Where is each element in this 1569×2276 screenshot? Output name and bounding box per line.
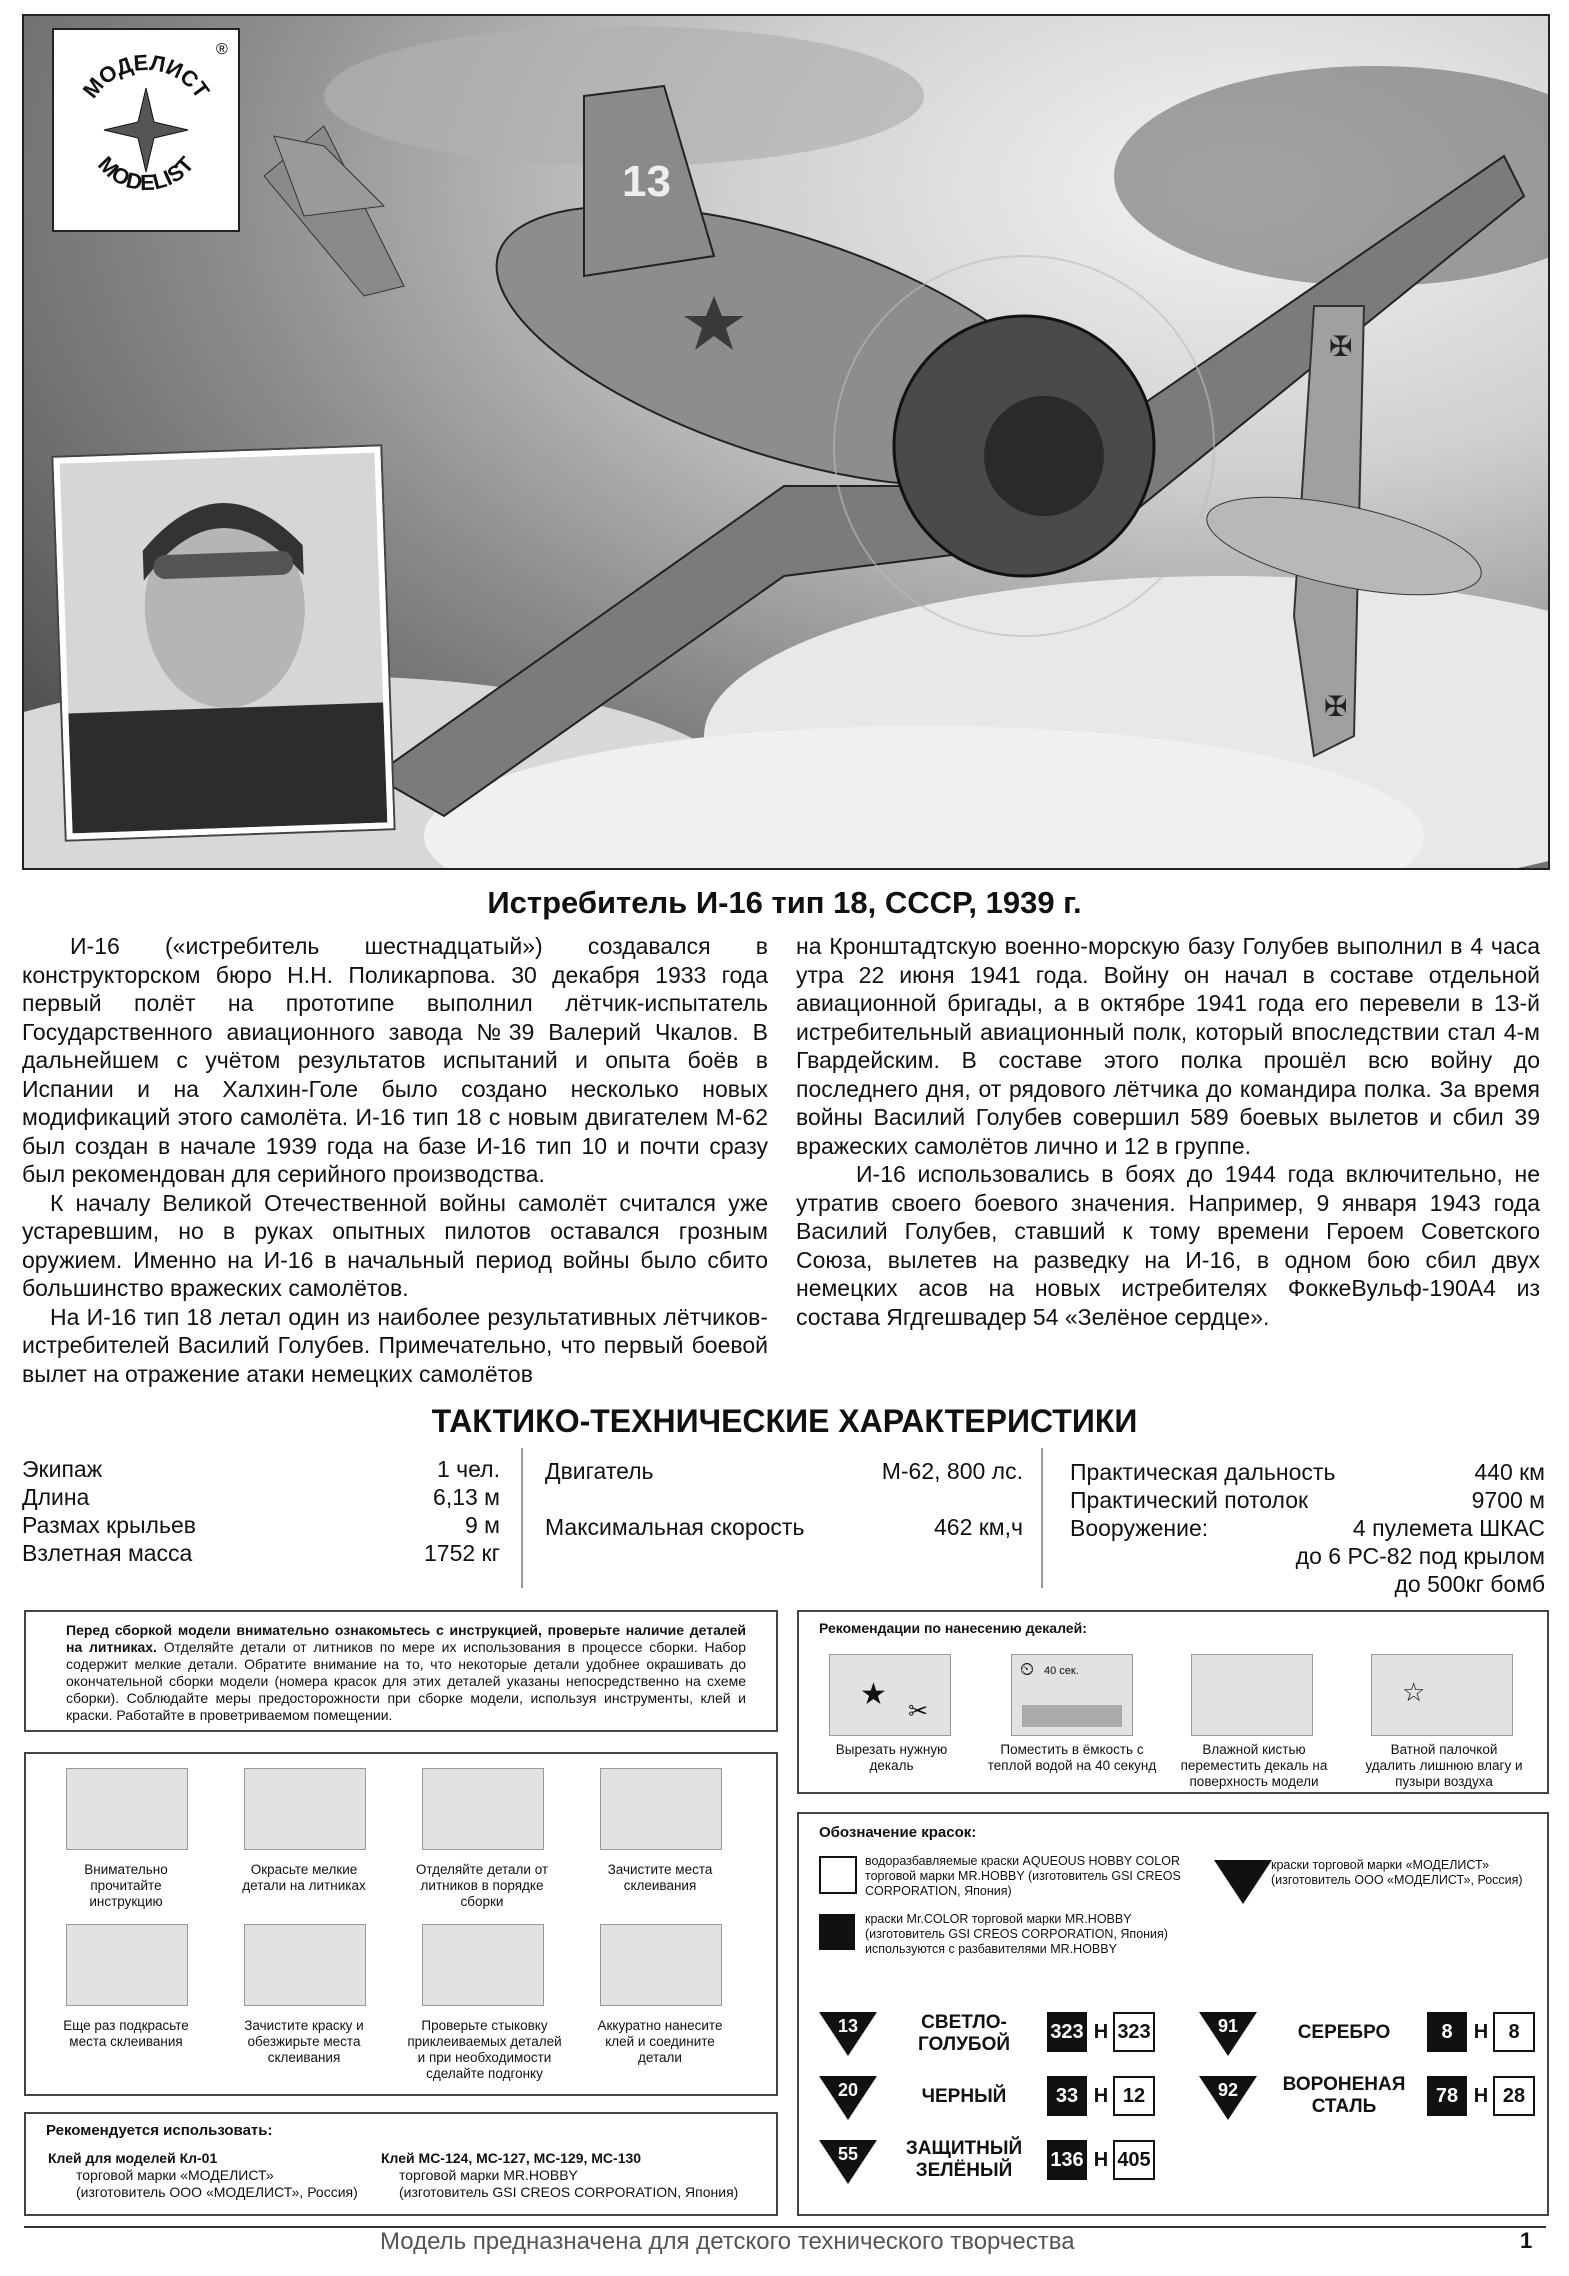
aqueous-code: 28 [1493, 2076, 1535, 2116]
paint-number: 13 [837, 2016, 859, 2036]
paint-number-triangle [819, 2012, 877, 2056]
decal-swab-illustration [1371, 1654, 1513, 1736]
h-letter: H [1093, 2149, 1109, 2171]
aqueous-code: 8 [1493, 2012, 1535, 2052]
step-illustration [66, 1768, 188, 1850]
paints-title: Обозначение красок: [819, 1824, 977, 1841]
legend-aqueous: водоразбавляемые краски AQUEOUS HOBBY COLOR торговой марки MR.HOBBY (изготовитель GSI CREOS CORPORATION, Япония) [865, 1854, 1181, 1898]
history-column-left [22, 932, 768, 1388]
paint-number-triangle [1199, 2076, 1257, 2120]
glue-mrhobby [381, 2150, 761, 2201]
paint-name: ЗАЩИТНЫЙ ЗЕЛЁНЫЙ [905, 2138, 1023, 2181]
spec-divider [521, 1448, 523, 1588]
paint-number: 55 [837, 2144, 859, 2164]
clock-icon: ⏲ [1020, 1659, 1035, 1679]
paint-number: 92 [1217, 2080, 1239, 2100]
assembly-step-caption: Отделяйте детали от литников в порядке сборки [415, 1862, 549, 1909]
h-letter: H [1473, 2021, 1489, 2043]
paint-name: СЕРЕБРО [1297, 2022, 1391, 2043]
decal-brush-illustration [1191, 1654, 1313, 1736]
step-illustration [422, 1924, 544, 2006]
history-column-right [796, 932, 1540, 1331]
h-letter: H [1473, 2085, 1489, 2107]
star-icon: ★ [860, 1678, 887, 1711]
spec-ceiling-value: 9700 м [1471, 1487, 1545, 1513]
aqueous-code: 405 [1113, 2140, 1155, 2180]
spec-span-value: 9 м [465, 1512, 500, 1538]
paint-name: ВОРОНЕНАЯ СТАЛЬ [1282, 2074, 1406, 2117]
spec-engine-label: Двигатель [545, 1458, 654, 1484]
logo-text-ru: МОДЕЛИСТ [77, 49, 215, 103]
spec-armament-3: до 500кг бомб [1394, 1571, 1545, 1597]
spec-speed-label: Максимальная скорость [545, 1514, 805, 1540]
mrcolor-code: 323 [1047, 2012, 1087, 2052]
glue1-brand: торговой марки «МОДЕЛИСТ» [76, 2167, 274, 2183]
glue2-maker: (изготовитель GSI CREOS CORPORATION, Япония) [399, 2184, 739, 2200]
mrcolor-code: 33 [1047, 2076, 1087, 2116]
assembly-step-caption: Окрасьте мелкие детали на литниках [242, 1862, 366, 1893]
glue2-brand: торговой марки MR.HOBBY [399, 2167, 578, 2183]
decal-water-illustration [1011, 1654, 1133, 1736]
mrcolor-code: 136 [1047, 2140, 1087, 2180]
glue1-maker: (изготовитель ООО «МОДЕЛИСТ», Россия) [76, 2184, 358, 2200]
specs-group-dimensions [22, 1455, 500, 1575]
black-square-icon [819, 1914, 855, 1950]
tail-number: 13 [622, 157, 671, 206]
spec-armament-2: до 6 РС-82 под крылом [1295, 1543, 1545, 1569]
assembly-step-caption: Проверьте стыковку приклеиваемых деталей и при необходимости сделайте подгонку [407, 2018, 562, 2081]
assembly-step-caption: Зачистите места склеивания [607, 1862, 713, 1893]
paint-name: СВЕТЛО-ГОЛУБОЙ [917, 2012, 1011, 2055]
h-letter: H [1093, 2021, 1109, 2043]
decal-step-caption: Поместить в ёмкость с теплой водой на 40 секунд [987, 1742, 1157, 1773]
page-number: 1 [1520, 2228, 1533, 2253]
svg-text:✠: ✠ [1324, 690, 1348, 723]
step-illustration [244, 1768, 366, 1850]
spec-armament-1: 4 пулемета ШКАС [1352, 1515, 1545, 1541]
step-illustration [66, 1924, 188, 2006]
warning-bold-text: Перед сборкой модели внимательно ознакомьтесь с инструкцией, проверьте наличие деталей на литниках. [66, 1622, 746, 1655]
aqueous-code: 323 [1113, 2012, 1155, 2052]
paint-number-triangle [819, 2076, 877, 2120]
recommended-glue-box [24, 2112, 778, 2216]
specs-group-engine [545, 1457, 1023, 1557]
assembly-tips-box [24, 1752, 778, 2096]
paint-name: ЧЕРНЫЙ [921, 2086, 1007, 2107]
spec-speed-value: 462 км,ч [933, 1514, 1023, 1540]
assembly-warning-box [24, 1610, 778, 1732]
step-illustration [244, 1924, 366, 2006]
svg-text:®: ® [216, 41, 228, 58]
legend-mrcolor: краски Mr.COLOR торговой марки MR.HOBBY (изготовитель GSI CREOS CORPORATION, Япония) используются с разбавителями MR.HOBBY [865, 1912, 1168, 1956]
mrcolor-code: 8 [1427, 2012, 1467, 2052]
paint-number-triangle [819, 2140, 877, 2184]
triangle-icon [1214, 1860, 1272, 1904]
decals-title: Рекомендации по нанесению декалей: [819, 1620, 1087, 1636]
paragraph: И-16 («истребитель шестнадцатый») создавался в конструкторском бюро Н.Н. Поликарпова. 30 декабря 1933 года первый полёт на прототипе выполнил лётчик-испытатель Государственного авиационного завода №39 Валерий Чкалов. В дальнейшем с учётом результатов испытаний и опыта боёв в Испании и на Халхин-Голе было создано несколько новых модификаций этого самолёта. И-16 тип 18 с новым двигателем М-62 был создан в начале 1939 года на базе И-16 тип 10 и почти сразу был рекомендован для серийного производства. [22, 933, 768, 1187]
glue1-name: Клей для моделей Кл-01 [48, 2150, 218, 2166]
spec-engine-value: М-62, 800 лс. [881, 1458, 1023, 1484]
step-illustration [600, 1768, 722, 1850]
glue-modelist [48, 2150, 378, 2201]
aqueous-code: 12 [1113, 2076, 1155, 2116]
paragraph: К началу Великой Отечественной войны самолёт считался уже устаревшим, но в руках опытных пилотов оставался грозным оружием. Именно на И-16 в начальный период войны было сбито большинство вражеских самолётов. [22, 1189, 768, 1301]
spec-span-label: Размах крыльев [22, 1512, 196, 1538]
mrcolor-code: 78 [1427, 2076, 1467, 2116]
warning-text: Отделяйте детали от литников по мере их использования в процессе сборки. Набор содержит мелкие детали. Обратите внимание на то, что некоторые детали удобнее окрашивать до окончательной сборки модели (номера красок для этих деталей указаны непосредственно на схеме сборки). Соблюдайте меры предосторожности при сборке модели, используя инструменты, клей и краски. Работайте в проветриваемом помещении. [66, 1639, 746, 1723]
spec-crew-label: Экипаж [22, 1456, 103, 1482]
modelist-logo [52, 28, 240, 232]
spec-length-value: 6,13 м [433, 1484, 500, 1510]
specs-group-performance [1070, 1458, 1545, 1608]
logo-text-en: MODELIST [93, 151, 199, 196]
step-illustration [600, 1924, 722, 2006]
spec-divider [1041, 1448, 1043, 1588]
glue2-name: Клей MC-124, MC-127, MC-129, MC-130 [381, 2150, 642, 2166]
spec-range-value: 440 км [1474, 1459, 1545, 1485]
paint-number: 20 [837, 2080, 859, 2100]
spec-mass-label: Взлетная масса [22, 1540, 193, 1566]
decal-recommendations-box [797, 1610, 1549, 1794]
recommended-title: Рекомендуется использовать: [46, 2122, 273, 2139]
scissors-icon: ✂ [908, 1698, 929, 1725]
paint-number-triangle [1199, 2012, 1257, 2056]
assembly-step-caption: Аккуратно нанесите клей и соедините детали [597, 2018, 723, 2065]
decal-step-caption: Ватной палочкой удалить лишнюю влагу и пузыри воздуха [1365, 1742, 1523, 1789]
legend-modelist: краски торговой марки «МОДЕЛИСТ» (изготовитель ООО «МОДЕЛИСТ», Россия) [1271, 1858, 1523, 1887]
spec-mass-value: 1752 кг [423, 1540, 500, 1566]
footer-note: Модель предназначена для детского технического творчества [380, 2228, 1075, 2255]
page-title: Истребитель И-16 тип 18, СССР, 1939 г. [487, 885, 1082, 920]
spec-armament-label: Вооружение: [1070, 1515, 1209, 1541]
spec-crew-value: 1 чел. [436, 1456, 500, 1482]
paint-number: 91 [1217, 2016, 1239, 2036]
h-letter: H [1093, 2085, 1109, 2107]
paragraph: на Кронштадтскую военно-морскую базу Голубев выполнил в 4 часа утра 22 июня 1941 года. Войну он начал в составе отдельной авиационной бригады, а в октябре 1941 года его перевели в 13-й истребительный авиационный полк, который впоследствии стал 4-м Гвардейским. В составе этого полка прошёл всю войну до последнего дня, от рядового лётчика до командира полка. За время войны Василий Голубев совершил 589 боевых вылетов и сбил 39 вражеских самолётов лично и 12 в группе. [796, 933, 1540, 1159]
specs-title: ТАКТИКО-ТЕХНИЧЕСКИЕ ХАРАКТЕРИСТИКИ [431, 1403, 1138, 1439]
paragraph: И-16 использовались в боях до 1944 года включительно, не утратив своего боевого значения. Например, 9 января 1943 года Василий Голубев, ставший к тому времени Героем Советского Союза, вылетев на разведку на И-16, в одном бою сбил двух немецких асов на новых истребителях ФоккеВульф-190А4 из состава Ягдгешвадер 54 «Зелёное сердце». [796, 1161, 1540, 1330]
decal-step-caption: Вырезать нужную декаль [835, 1742, 948, 1773]
pilot-portrait [53, 446, 393, 839]
decal-cut-illustration [829, 1654, 951, 1736]
timer-label: 40 сек. [1044, 1665, 1079, 1677]
assembly-step-caption: Еще раз подкрасьте места склеивания [63, 2018, 189, 2049]
spec-length-label: Длина [22, 1484, 90, 1510]
spec-range-label: Практическая дальность [1070, 1459, 1336, 1485]
decal-step-caption: Влажной кистью переместить декаль на поверхность модели [1180, 1742, 1328, 1789]
step-illustration [422, 1768, 544, 1850]
star-icon: ☆ [1402, 1677, 1426, 1707]
assembly-step-caption: Зачистите краску и обезжирьте места склеивания [244, 2018, 364, 2065]
svg-text:✠: ✠ [1329, 330, 1353, 363]
white-square-icon [819, 1856, 857, 1894]
paragraph: На И-16 тип 18 летал один из наиболее результативных лётчиков-истребителей Василий Голубев. Примечательно, что первый боевой вылет на отражение атаки немецких самолётов [22, 1303, 768, 1387]
assembly-step-caption: Внимательно прочитайте инструкцию [84, 1862, 168, 1909]
paint-legend-box [797, 1812, 1549, 2216]
spec-ceiling-label: Практический потолок [1070, 1487, 1309, 1513]
